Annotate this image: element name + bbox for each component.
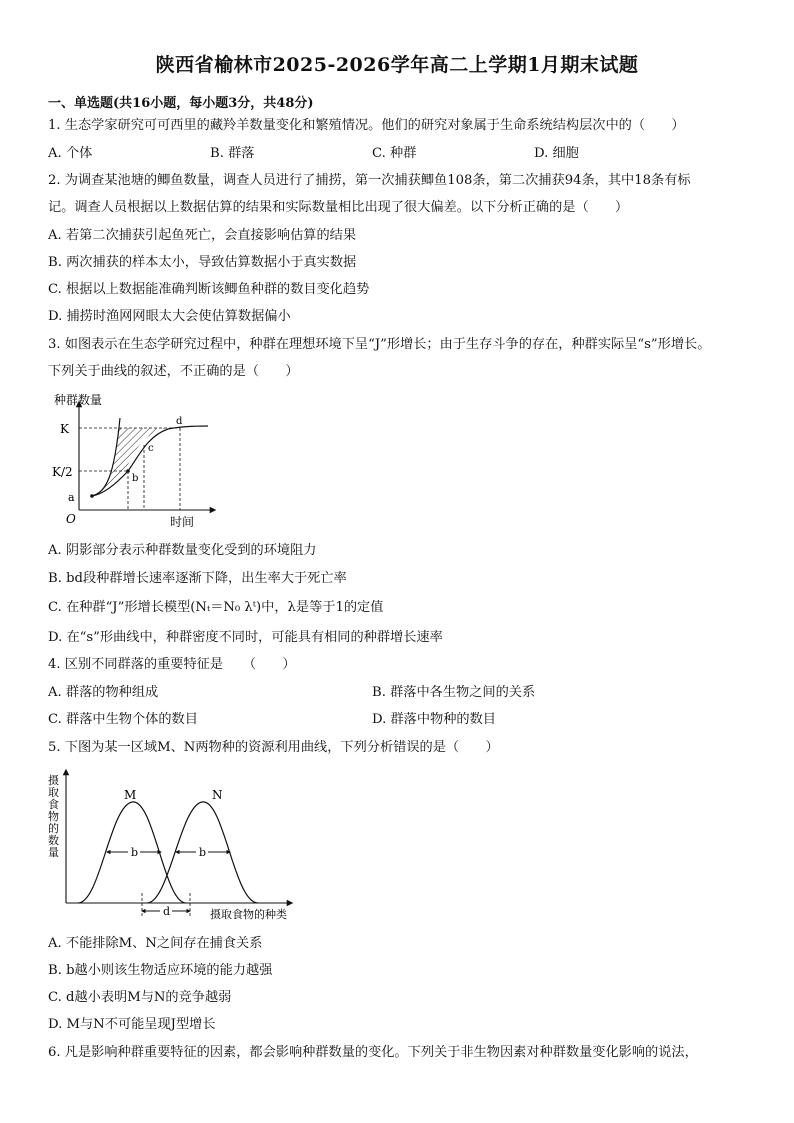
svg-text:物: 物	[48, 810, 59, 823]
n-b-label: b	[199, 846, 207, 859]
question-5-stem: 5. 下图为某一区域M、N两物种的资源利用曲线，下列分析错误的是（ ）	[48, 740, 499, 755]
question-4-option-a: A. 群落的物种组成	[48, 685, 159, 700]
k2-label: K/2	[52, 465, 73, 479]
question-3-option-a: A. 阴影部分表示种群数量变化受到的环境阻力	[48, 543, 317, 558]
question-2-option-a: A. 若第二次捕获引起鱼死亡，会直接影响估算的结果	[48, 228, 357, 243]
point-a-label: a	[68, 491, 75, 504]
svg-text:的: 的	[48, 822, 59, 835]
question-5-option-d: D. M与N不可能呈现J型增长	[48, 1017, 216, 1032]
question-4-option-c: C. 群落中生物个体的数目	[48, 712, 198, 727]
question-1-option-c: C. 种群	[372, 146, 417, 161]
y-axis-label	[48, 773, 59, 859]
svg-text:取: 取	[48, 786, 59, 799]
question-3-option-c: C. 在种群“J”形增长模型(Nₜ＝N₀ λᵗ)中，λ是等于1的定值	[48, 600, 384, 615]
question-1-option-a: A. 个体	[48, 146, 93, 161]
question-5-option-a: A. 不能排除M、N之间存在捕食关系	[48, 936, 263, 951]
resource-utilization-figure	[44, 766, 300, 926]
environmental-resistance-hatch	[92, 428, 168, 496]
section-heading: 一、单选题(共16小题，每小题3分，共48分)	[48, 96, 314, 111]
question-1-option-b: B. 群落	[210, 146, 255, 161]
question-3-option-d: D. 在“s”形曲线中，种群密度不同时，可能具有相同的种群增长速率	[48, 630, 443, 645]
k-label: K	[60, 422, 69, 436]
origin-label: O	[66, 512, 76, 526]
question-3-stem-line1: 3. 如图表示在生态学研究过程中，种群在理想环境下呈“J”形增长；由于生存斗争的存在，种群实际呈“s”形增长。	[48, 337, 711, 352]
point-a	[90, 494, 94, 498]
population-growth-figure	[48, 388, 218, 533]
d-label: d	[163, 905, 171, 918]
svg-text:摄: 摄	[48, 774, 59, 787]
question-2-option-b: B. 两次捕获的样本太小，导致估算数据小于真实数据	[48, 255, 357, 270]
question-4-option-d: D. 群落中物种的数目	[372, 712, 496, 727]
question-1-option-d: D. 细胞	[534, 146, 579, 161]
page-title: 陕西省榆林市2025-2026学年高二上学期1月期末试题	[155, 54, 639, 76]
x-axis-label: 时间	[170, 515, 195, 529]
m-label: M	[124, 788, 137, 802]
question-6-stem: 6. 凡是影响种群重要特征的因素，都会影响种群数量的变化。下列关于非生物因素对种群数量变化影响的说法，	[48, 1045, 698, 1060]
question-5-option-c: C. d越小表明M与N的竞争越弱	[48, 990, 232, 1005]
svg-text:食: 食	[48, 798, 59, 811]
n-label: N	[212, 788, 223, 802]
svg-text:数: 数	[48, 834, 59, 847]
y-axis-label: 种群数量	[54, 393, 103, 407]
point-c-label: c	[148, 443, 154, 454]
question-1-stem: 1. 生态学家研究可可西里的藏羚羊数量变化和繁殖情况。他们的研究对象属于生命系统结构层次中的（ ）	[48, 118, 685, 133]
question-3-option-b: B. bd段种群增长速率逐渐下降，出生率大于死亡率	[48, 571, 347, 586]
question-4-option-b: B. 群落中各生物之间的关系	[372, 685, 536, 700]
question-3-stem-line2: 下列关于曲线的叙述，不正确的是（ ）	[48, 364, 299, 379]
point-b-label: b	[132, 473, 139, 484]
question-2-option-d: D. 捕捞时渔网网眼太大会使估算数据偏小	[48, 309, 291, 324]
point-d-label: d	[176, 416, 183, 427]
question-2-stem-line1: 2. 为调查某池塘的鲫鱼数量，调查人员进行了捕捞，第一次捕获鲫鱼108条，第二次捕获94条，其中18条有标	[48, 173, 691, 188]
x-axis-label: 摄取食物的种类	[210, 908, 287, 921]
svg-text:量: 量	[48, 846, 59, 859]
question-2-stem-line2: 记。调查人员根据以上数据估算的结果和实际数量相比出现了很大偏差。以下分析正确的是（ ）	[48, 200, 629, 215]
point-b	[126, 469, 130, 473]
question-2-option-c: C. 根据以上数据能准确判断该鲫鱼种群的数目变化趋势	[48, 282, 370, 297]
question-5-option-b: B. b越小则该生物适应环境的能力越强	[48, 963, 273, 978]
m-b-label: b	[131, 846, 139, 859]
question-4-stem: 4. 区别不同群落的重要特征是 （ ）	[48, 657, 296, 672]
